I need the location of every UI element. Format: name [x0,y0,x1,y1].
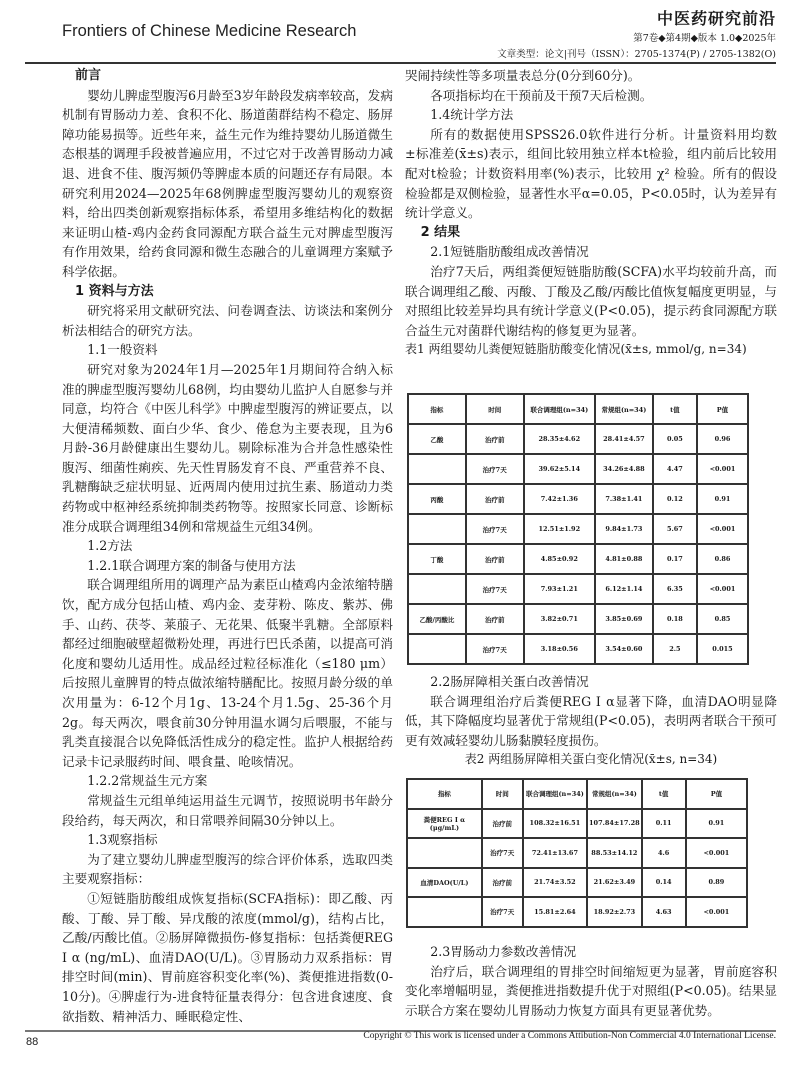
table-cell: 粪便REG Ⅰ α (μg/mL) [407,809,482,839]
table-cell: <0.001 [686,897,747,927]
paragraph: 联合调理组所用的调理产品为素臣山楂鸡内金浓缩特膳饮，配方成分包括山楂、鸡内金、麦芽粉、陈皮、紫苏、佛手、山药、茯苓、莱菔子、无花果、低聚半乳糖。全部原料都经过细胞破壁超微粉处理，再进行巴氏杀菌，以提高可消化度和婴幼儿适用性。成品经过粒径标准化（≤180 μm）后按照儿童脾胃的特点做浓缩特膳配比。按照月龄分级的单次用量为：6-12个月1g、13-24个月1.5g、25-36个月2g。每天两次，喂食前30分钟用温水调匀后喂服，不能与乳类直接混合以免降低活性成分的稳定性。监护人根据给药记录卡记录服药时间、喂食量、呛咳情况。 [62,577,393,769]
page-number: 88 [26,1036,39,1048]
table-cell: 7.38±1.41 [595,484,653,514]
table-cell: 4.85±0.92 [524,544,595,574]
table-cell: 治疗7天 [482,838,523,868]
paragraph: 治疗后，联合调理组的胃排空时间缩短更为显著，胃前庭容积变化率增幅明显，粪便推进指数提升优于对照组(P<0.05)。结果显示联合方案在婴幼儿胃肠动力恢复方面具有更显著优势。 [405,963,777,1018]
table-cell: <0.001 [697,574,748,604]
paragraph: ①短链脂肪酸组成恢复指标(SCFA指标)：即乙酸、丙酸、丁酸、异丁酸、异戊酸的浓度(mmol/g)，结构占比，乙酸/丙酸比值。②肠屏障微损伤-修复指标：包括粪便REG Ⅰ α (ng/mL)、血清DAO(U/L)。③胃肠动力双系指标：胃排空时间(min)、胃前庭容积变化率(%)、粪便推进指数(0-10分)。④脾虚行为-进食特征量表得分：包含进食速度、食欲指数、精神活力、睡眠稳定性、 [62,890,393,1024]
table-cell [408,574,466,604]
table-cell [407,838,482,868]
table-cell: 12.51±1.92 [524,514,595,544]
table-cell: 治疗前 [466,484,524,514]
table-cell: 0.015 [697,634,748,664]
table-cell: 39.62±5.14 [524,454,595,484]
table-row [408,544,748,574]
table-cell: 6.35 [653,574,697,604]
table-cell: <0.001 [697,514,748,544]
table-cell: 3.82±0.71 [524,604,595,634]
table-cell: 4.63 [642,897,686,927]
table-header-cell: t值 [653,394,697,424]
table-cell: 0.86 [697,544,748,574]
section-heading: 2 结果 [420,224,461,240]
table-header-row [407,779,747,809]
table-cell: 0.14 [642,868,686,898]
paragraph: 哭闹持续性等多项量表总分(0分到60分)。 [405,68,641,83]
table-row [408,634,748,664]
right-column-middle [405,672,777,770]
table-cell: 乙酸 [408,424,466,454]
table-caption: 表1 两组婴幼儿粪便短链脂肪酸变化情况(x̄±s, mmol/g, n=34) [405,342,747,357]
table-row [408,484,748,514]
table-cell: 108.32±16.51 [523,809,588,839]
table-cell: 28.35±4.62 [524,424,595,454]
subsection-heading: 2.2肠屏障相关蛋白改善情况 [430,674,589,689]
table-row [408,604,748,634]
subsection-heading: 1.2.1联合调理方案的制备与使用方法 [87,557,296,573]
table-row [408,454,748,484]
table-cell [407,897,482,927]
table-cell: 21.62±3.49 [587,868,641,898]
table-cell: <0.001 [697,454,748,484]
journal-title-cn: 中医药研究前沿 [656,9,776,28]
table-cell: 0.91 [686,809,747,839]
table-header-cell: 常规组(n=34) [587,779,641,809]
table-header-cell: 指标 [408,394,466,424]
paragraph: 研究将采用文献研究法、问卷调查法、访谈法和案例分析法相结合的研究方法。 [62,303,393,338]
table-cell: 3.85±0.69 [595,604,653,634]
table-header-cell: 时间 [482,779,523,809]
table-cell: 丁酸 [408,544,466,574]
table-cell: 0.85 [697,604,748,634]
table-cell: 治疗前 [482,809,523,839]
paragraph: 各项指标均在干预前及干预7天后检测。 [430,87,653,103]
license-text: Copyright © This work is licensed under a Commons Attibution-Non Commercial 4.0 International License. [363,1031,776,1041]
table-cell [408,454,466,484]
table-caption: 表2 两组肠屏障相关蛋白变化情况(x̄±s, n=34) [464,752,718,767]
table-cell: 治疗7天 [466,454,524,484]
table-cell: 4.6 [642,838,686,868]
table-cell: 72.41±13.67 [523,838,588,868]
table-header-cell: 指标 [407,779,482,809]
table-row [408,424,748,454]
table-cell: 乙酸/丙酸比 [408,604,466,634]
paragraph: 为了建立婴幼儿脾虚型腹泻的综合评价体系，选取四类主要观察指标： [62,851,393,887]
table-cell: 治疗前 [466,424,524,454]
table-row [407,897,747,927]
table-cell: 28.41±4.57 [595,424,653,454]
table-header-cell: 时间 [466,394,524,424]
table-header-cell: P值 [697,394,748,424]
table-cell: 6.12±1.14 [595,574,653,604]
subsection-heading: 1.3观察指标 [87,832,158,848]
subsection-heading: 2.3胃肠动力参数改善情况 [430,944,577,959]
table-header-cell: 联合调理组(n=34) [523,779,588,809]
table-cell: 治疗前 [482,868,523,898]
section-heading: 前言 [75,68,102,83]
table-cell: 3.18±0.56 [524,634,595,664]
table-row [407,809,747,839]
table-header-row [408,394,748,424]
paragraph: 常规益生元组单纯运用益生元调节，按照说明书年龄分段给药，每天两次，和日常喂养间隔30分钟以上。 [62,792,393,828]
table-cell: 0.96 [697,424,748,454]
paragraph: 治疗7天后，两组粪便短链脂肪酸(SCFA)水平均较前升高，而联合调理组乙酸、丙酸、丁酸及乙酸/丙酸比值恢复幅度更明显，与对照组比较差异均具有统计学意义(P<0.05)，提示药食同源配方联合益生元对菌群代谢结构的修复更为显著。 [405,263,777,338]
table-cell: 0.11 [642,809,686,839]
table-row [408,574,748,604]
table-cell: 丙酸 [408,484,466,514]
table-cell: 0.91 [697,484,748,514]
left-column [62,66,393,1026]
table-cell [408,514,466,544]
right-column-bottom [405,942,777,1020]
table-cell: 0.12 [653,484,697,514]
table-cell: 治疗7天 [482,897,523,927]
table-cell: 7.93±1.21 [524,574,595,604]
table-cell: 4.47 [653,454,697,484]
table-cell: 15.81±2.64 [523,897,588,927]
table-cell: 21.74±3.52 [523,868,588,898]
subsection-heading: 1.2方法 [87,538,133,554]
header-divider [25,62,776,64]
paragraph: 婴幼儿脾虚型腹泻6月龄至3岁年龄段发病率较高，发病机制有胃肠动力差、食积不化、肠道菌群结构不稳定、肠屏障功能易损等。近些年来，益生元作为维持婴幼儿肠道微生态根基的调理手段被普遍应用，不过它对于改善胃肠动力减退、进食不佳、腹泻频仍等脾虚本质的问题还存有局限。本研究利用2024—2025年68例脾虚型腹泻婴幼儿的观察资料，给出四类创新观察指标体系，希望用多维结构化的数据来证明山楂-鸡内金药食同源配方联合益生元对脾虚型腹泻有作用效果，给药食同源和微生态融合的儿童调理方案赋予科学依据。 [62,87,393,279]
article-type-info: 文章类型：论文|刊号（ISSN）：2705-1374(P) / 2705-1382(O) [497,49,776,60]
subsection-heading: 1.2.2常规益生元方案 [87,773,208,789]
table-header-cell: 常规组(n=34) [595,394,653,424]
table-cell: 18.92±2.73 [587,897,641,927]
table-row [408,514,748,544]
table-cell: 34.26±4.88 [595,454,653,484]
subsection-heading: 1.4统计学方法 [430,107,514,123]
table-cell: 0.18 [653,604,697,634]
subsection-heading: 2.1短链脂肪酸组成改善情况 [430,244,589,260]
table-scfa [407,393,749,665]
table-cell: 88.53±14.12 [587,838,641,868]
table-cell: 0.05 [653,424,697,454]
issue-info: 第7卷◆第4期◆版本 1.0◆2025年 [633,33,776,44]
table-cell [408,634,466,664]
table-cell: 4.81±0.88 [595,544,653,574]
table-header-cell: P值 [686,779,747,809]
table-cell: 血清DAO(U/L) [407,868,482,898]
paragraph: 研究对象为2024年1月—2025年1月期间符合纳入标准的脾虚型腹泻婴幼儿68例，均由婴幼儿监护人自愿参与并同意，均符合《中医儿科学》中脾虚型腹泻的辨证要点，以大便清稀频数、面白少华、食少、倦怠为主要表现，且为6月龄-36月龄健康出生婴幼儿。剔除标准为合并急性感染性腹泻、细菌性痢疾、先天性胃肠发育不良、严重营养不良、乳糖酶缺乏症状明显、近两周内使用过抗生素、肠道动力类药物或中枢神经系统抑制类药物等。按照家长同意、诊断标准分成联合调理组34例和常规益生元组34例。 [62,361,393,534]
journal-title-en: Frontiers of Chinese Medicine Research [62,22,357,40]
table-cell: 治疗前 [466,544,524,574]
table-barrier-proteins [406,778,748,928]
right-column-top [405,66,777,360]
table-row [407,868,747,898]
table-cell: 9.84±1.73 [595,514,653,544]
paragraph: 所有的数据使用SPSS26.0软件进行分析。计量资料用均数±标准差(x̄±s)表示，组间比较用独立样本t检验，组内前后比较用配对t检验；计数资料用率(%)表示，比较用 χ² 检验。所有的假设检验都是双侧检验，显著性水平α=0.05，P<0.05时，认为差异有统计学意义。 [405,126,777,221]
table-cell: 2.5 [653,634,697,664]
table-cell: 7.42±1.36 [524,484,595,514]
table-cell: 3.54±0.60 [595,634,653,664]
table-cell: 治疗7天 [466,514,524,544]
table-cell: 0.17 [653,544,697,574]
table-cell: 治疗前 [466,604,524,634]
section-heading: 1 资料与方法 [75,283,154,299]
table-cell: 0.89 [686,868,747,898]
table-cell: 107.84±17.28 [587,809,641,839]
table-header-cell: t值 [642,779,686,809]
table-cell: 5.67 [653,514,697,544]
table-cell: <0.001 [686,838,747,868]
table-cell: 治疗7天 [466,634,524,664]
table-row [407,838,747,868]
table-header-cell: 联合调理组(n=34) [524,394,595,424]
subsection-heading: 1.1一般资料 [87,342,158,358]
table-cell: 治疗7天 [466,574,524,604]
paragraph: 联合调理组治疗后粪便REG Ⅰ α显著下降，血清DAO明显降低，其下降幅度均显著优于常规组(P<0.05)，表明两者联合干预可更有效减轻婴幼儿肠黏膜轻度损伤。 [405,693,777,748]
